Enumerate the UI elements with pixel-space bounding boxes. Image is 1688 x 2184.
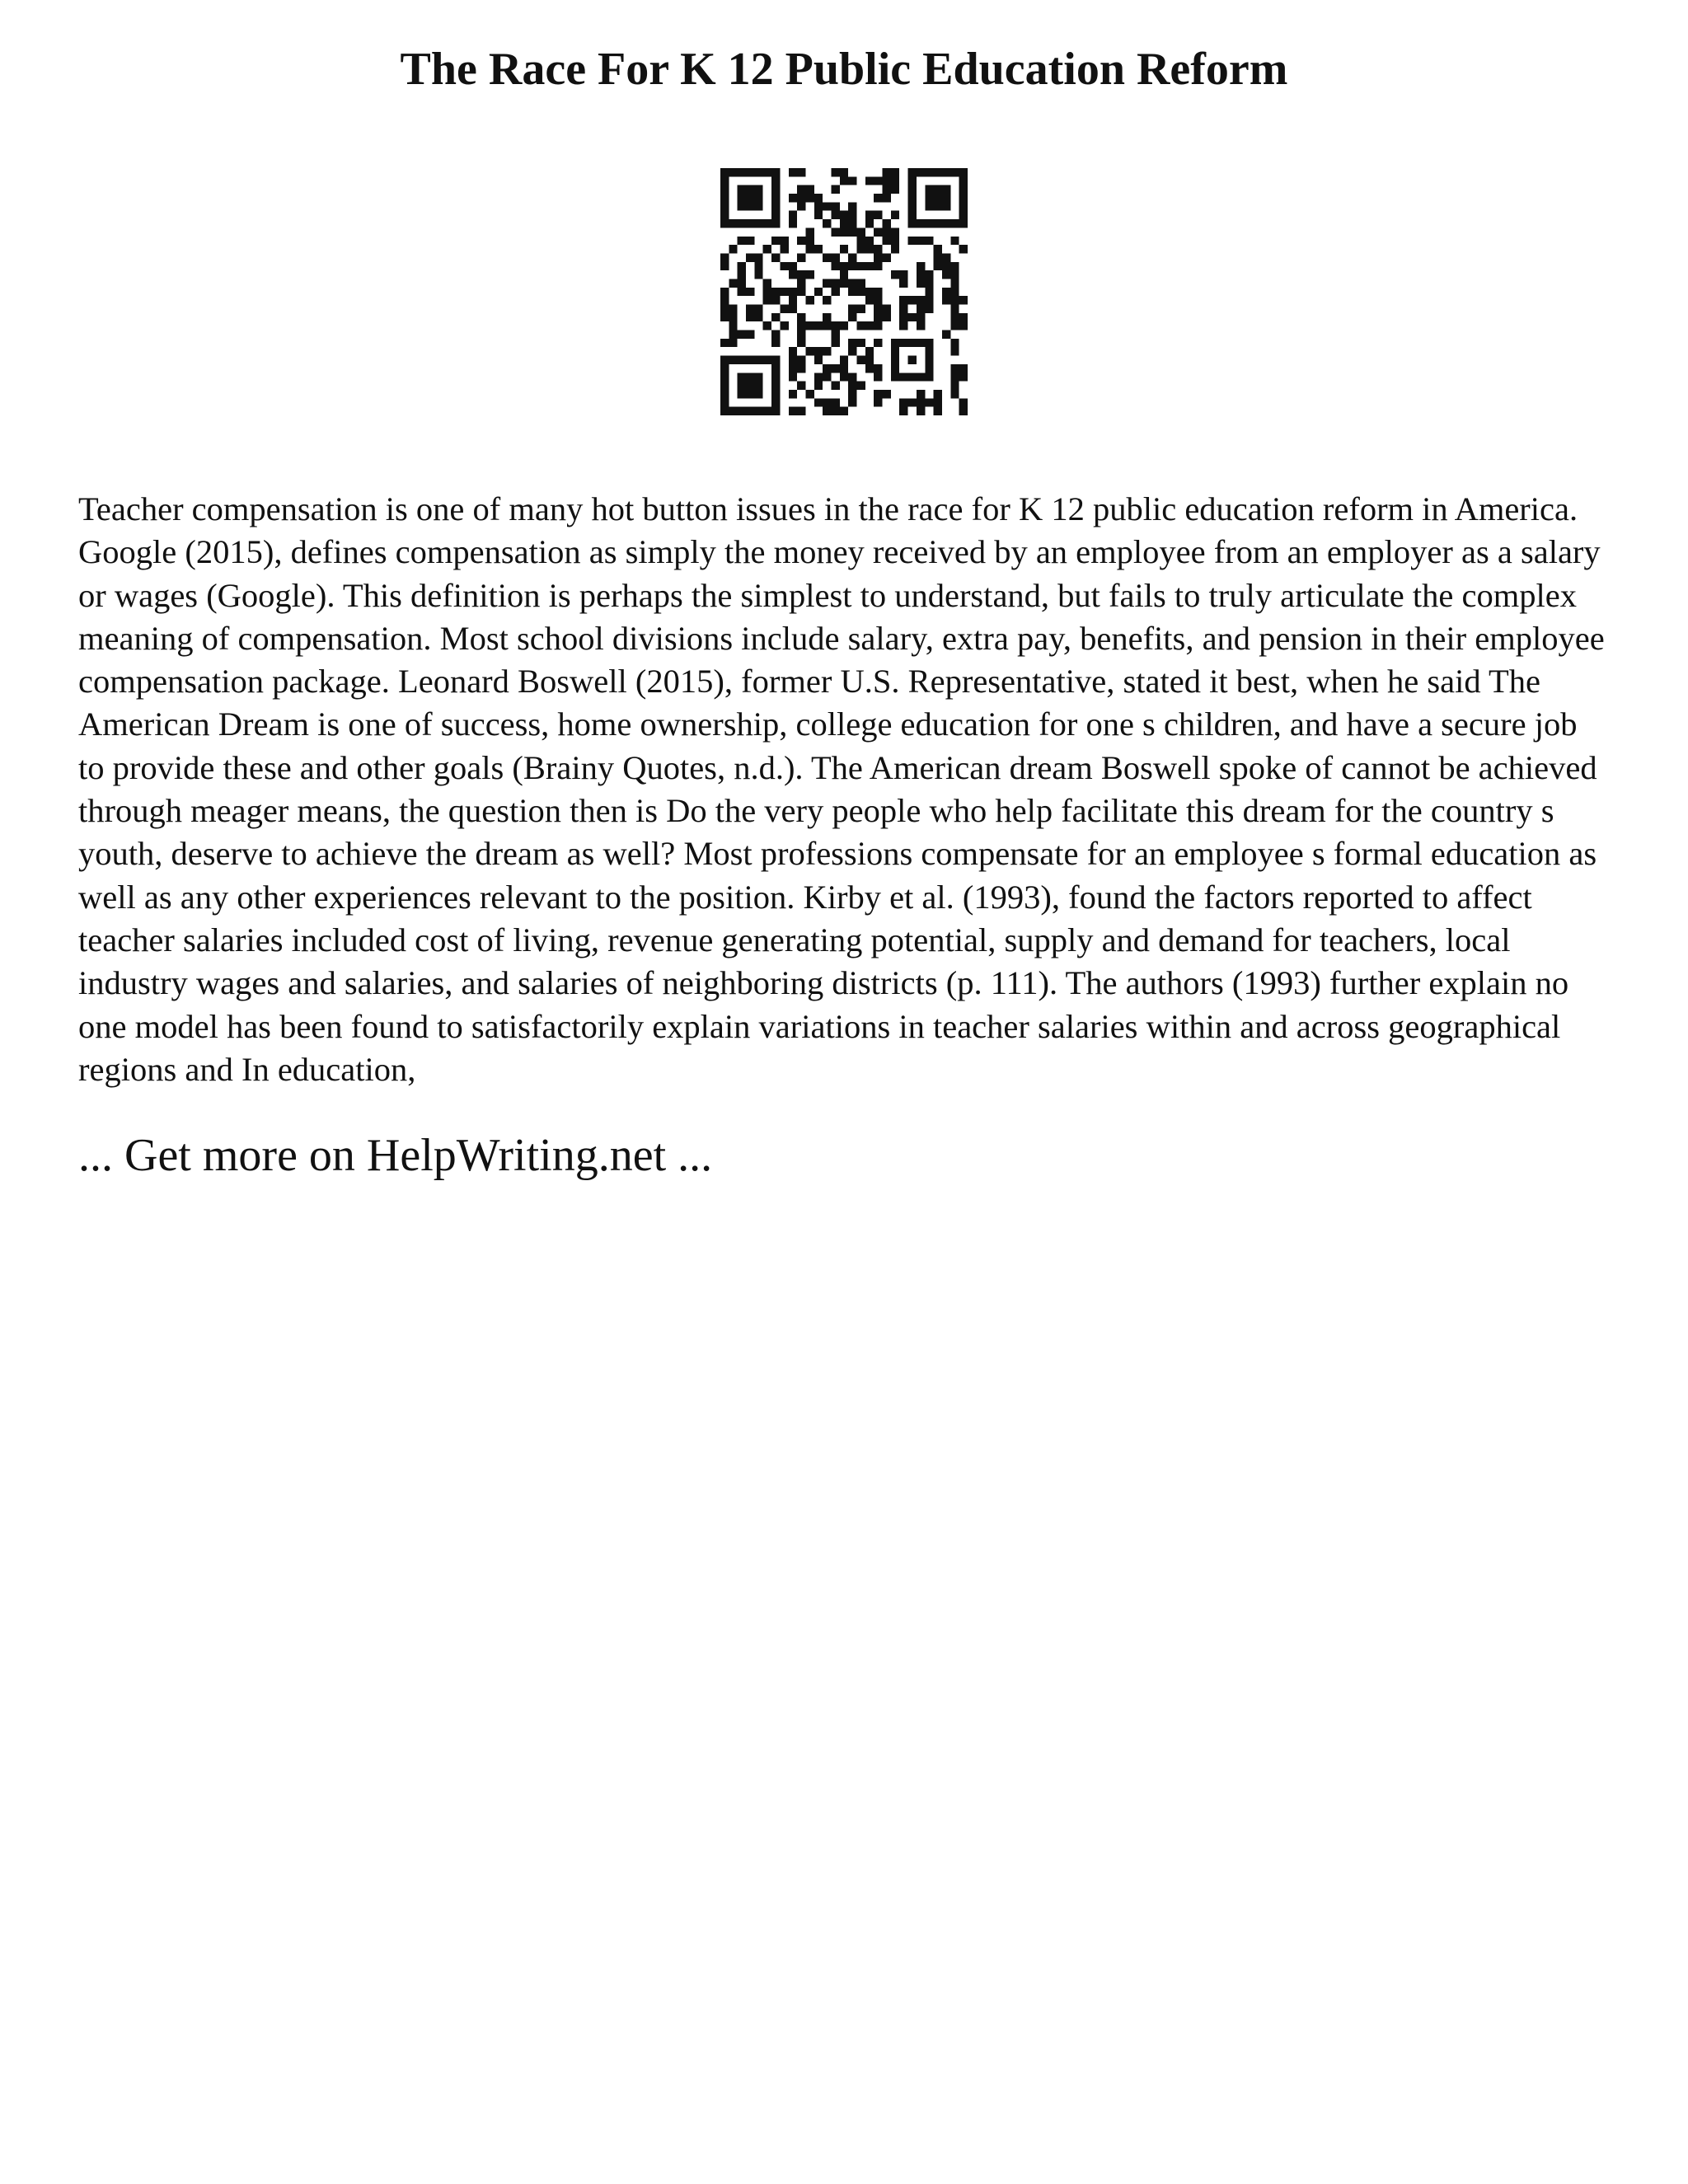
body-paragraph: Teacher compensation is one of many hot button issues in the race for K 12 public education reform in America. Google (2015), defines compensation as simply the money received by an employee from an employer as a salary or wages (Google). This definition is perhaps the simplest to understand, but fails to truly articulate the complex meaning of compensation. Most school divisions include salary, extra pay, benefits, and pension in their employee compensation package. Leonard Boswell (2015), former U.S. Representative, stated it best, when he said The American Dream is one of success, home ownership, college education for one s children, and have a secure job to provide these and other goals (Brainy Quotes, n.d.). The American dream Boswell spoke of cannot be achieved through meager means, the question then is Do the very people who help facilitate this dream for the country s youth, deserve to achieve the dream as well? Most professions compensate for an employee s formal education as well as any other experiences relevant to the position. Kirby et al. (1993), found the factors reported to affect teacher salaries included cost of living, revenue generating potential, supply and demand for teachers, local industry wages and salaries, and salaries of neighboring districts (p. 111). The authors (1993) further explain no one model has been found to satisfactorily explain variations in teacher salaries within and across geographical regions and In education,: [78, 490, 1605, 1088]
get-more-link[interactable]: ... Get more on HelpWriting.net ...: [78, 1130, 713, 1182]
qr-code-icon: [720, 168, 968, 415]
qr-code-container: [78, 168, 1610, 415]
document-title: The Race For K 12 Public Education Reform: [400, 44, 1288, 95]
